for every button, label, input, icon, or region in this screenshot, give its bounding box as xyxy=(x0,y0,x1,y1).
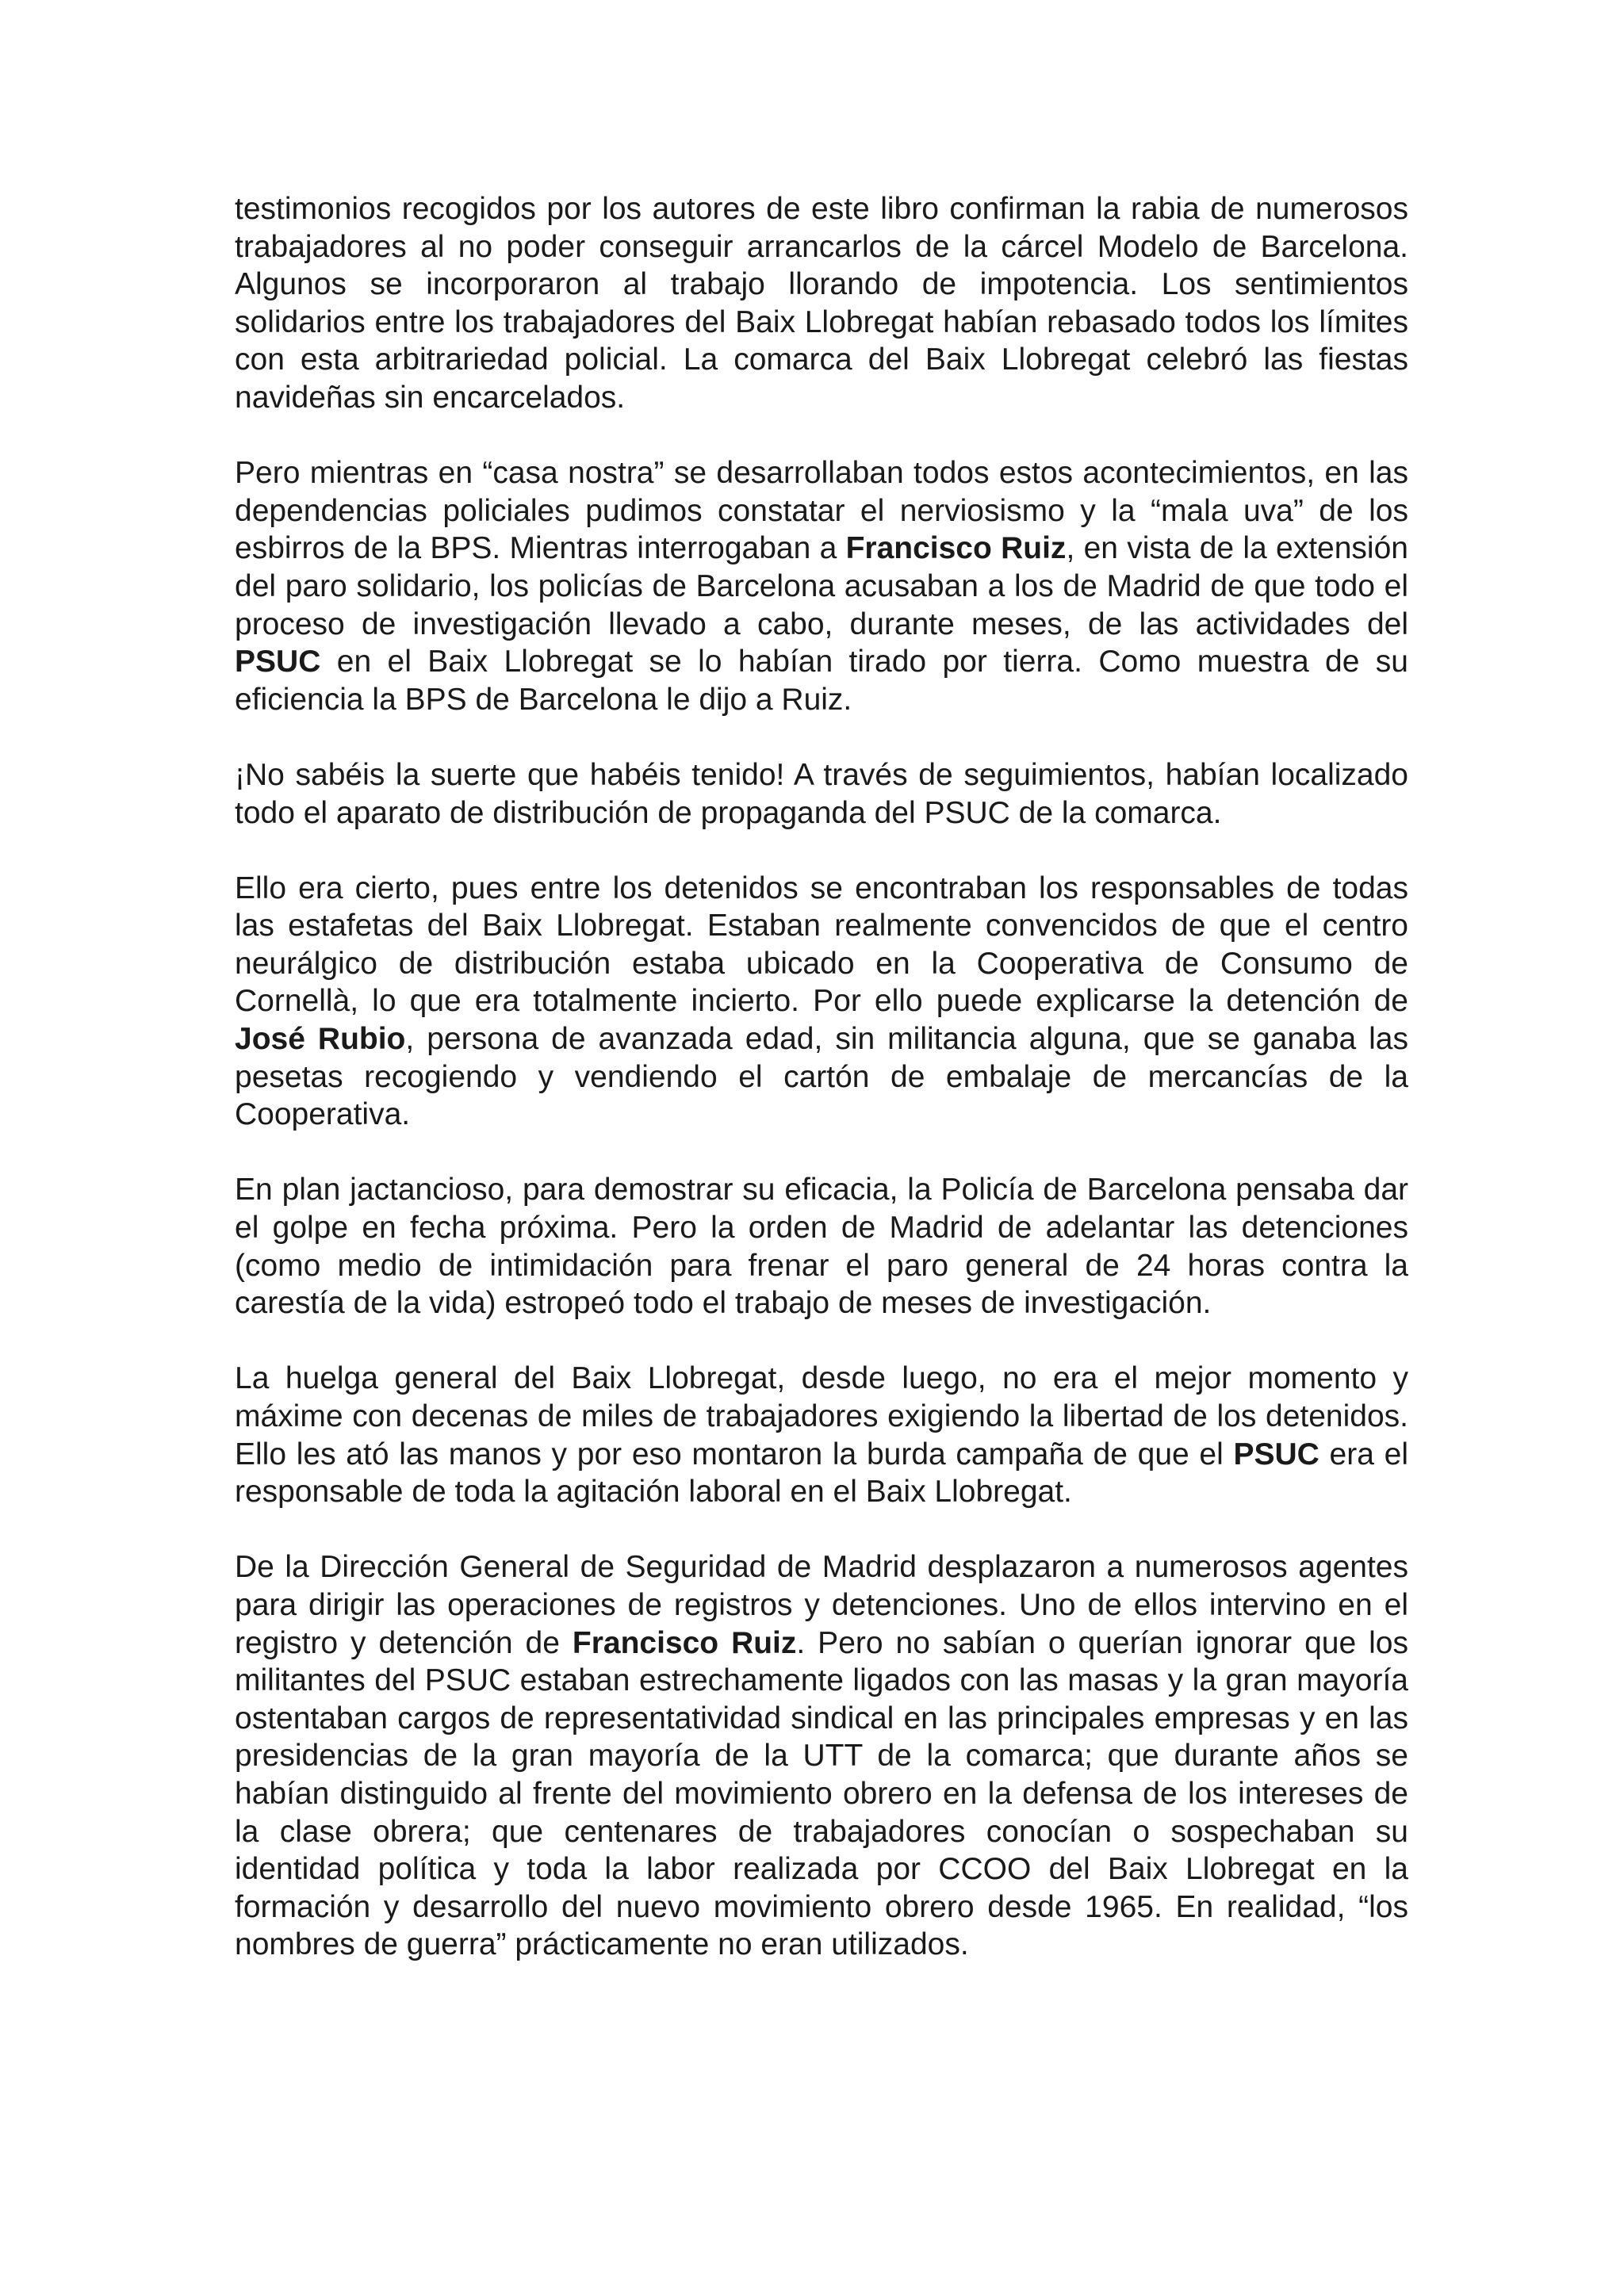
bold-text-run: PSUC xyxy=(1233,1437,1320,1471)
paragraph xyxy=(235,190,1408,417)
text-run: testimonios recogidos por los autores de este libro confirman la rabia de numerosos trabajadores al no poder conseguir arrancarlos de la cárcel Modelo de Barcelona. Algunos se incorporaron al trabajo llorando de impotencia. Los sentimientos solidarios entre los trabajadores del Baix Llobregat habían rebasado todos los límites con esta arbitrariedad policial. La comarca del Baix Llobregat celebró las fiestas navideñas sin encarcelados. xyxy=(235,192,1408,415)
paragraph xyxy=(235,454,1408,718)
document-page xyxy=(235,190,1408,1964)
text-run: En plan jactancioso, para demostrar su eficacia, la Policía de Barcelona pensaba dar el golpe en fecha próxima. Pero la orden de Madrid de adelantar las detenciones (como medio de intimidación para frenar el paro general de 24 horas contra la carestía de la vida) estropeó todo el trabajo de meses de investigación. xyxy=(235,1173,1408,1321)
text-run: La huelga general del Baix Llobregat, desde luego, no era el mejor momento y máxime con decenas de miles de trabajadores exigiendo la libertad de los detenidos. Ello les ató las manos y por eso montaron la burda campaña de que el xyxy=(235,1361,1408,1471)
bold-text-run: Francisco Ruiz xyxy=(845,531,1067,566)
bold-text-run: Francisco Ruiz xyxy=(572,1625,797,1660)
paragraph xyxy=(235,870,1408,1134)
paragraph xyxy=(235,1548,1408,1964)
text-run: , en vista de la extensión del paro solidario, los policías de Barcelona acusaban a los de Madrid de que todo el proceso de investigación llevado a cabo, durante meses, de las actividades del xyxy=(235,531,1408,641)
paragraph xyxy=(235,1171,1408,1322)
text-run: . Pero no sabían o querían ignorar que los militantes del PSUC estaban estrechamente ligados con las masas y la gran mayoría ostentaban cargos de representatividad sindical en las principales empresas y en las presidencias de la gran mayoría de la UTT de la comarca; que durante años se habían distinguido al frente del movimiento obrero en la defensa de los intereses de la clase obrera; que centenares de trabajadores conocían o sospechaban su identidad política y toda la labor realizada por CCOO del Baix Llobregat en la formación y desarrollo del nuevo movimiento obrero desde 1965. En realidad, “los nombres de guerra” prácticamente no eran utilizados. xyxy=(235,1625,1408,1962)
text-run: Ello era cierto, pues entre los detenidos se encontraban los responsables de todas las estafetas del Baix Llobregat. Estaban realmente convencidos de que el centro neurálgico de distribución estaba ubicado en la Cooperativa de Consumo de Cornellà, lo que era totalmente incierto. Por ello puede explicarse la detención de xyxy=(235,871,1408,1019)
bold-text-run: José Rubio xyxy=(235,1022,406,1057)
paragraph xyxy=(235,756,1408,832)
text-run: ¡No sabéis la suerte que habéis tenido! A través de seguimientos, habían localizado todo el aparato de distribución de propaganda del PSUC de la comarca. xyxy=(235,757,1408,830)
text-run: , persona de avanzada edad, sin militancia alguna, que se ganaba las pesetas recogiendo y vendiendo el cartón de embalaje de mercancías de la Cooperativa. xyxy=(235,1022,1408,1132)
bold-text-run: PSUC xyxy=(235,645,321,679)
text-run: Pero mientras en “casa nostra” se desarrollaban todos estos acontecimientos, en las dependencias policiales pudimos constatar el nerviosismo y la “mala uva” de los esbirros de la BPS. Mientras interrogaban a xyxy=(235,456,1408,566)
paragraph xyxy=(235,1360,1408,1510)
text-run: en el Baix Llobregat se lo habían tirado por tierra. Como muestra de su eficiencia la BPS de Barcelona le dijo a Ruiz. xyxy=(235,645,1408,717)
text-run: De la Dirección General de Seguridad de Madrid desplazaron a numerosos agentes para dirigir las operaciones de registros y detenciones. Uno de ellos intervino en el registro y detención de xyxy=(235,1550,1408,1660)
text-run: era el responsable de toda la agitación laboral en el Baix Llobregat. xyxy=(235,1437,1408,1510)
